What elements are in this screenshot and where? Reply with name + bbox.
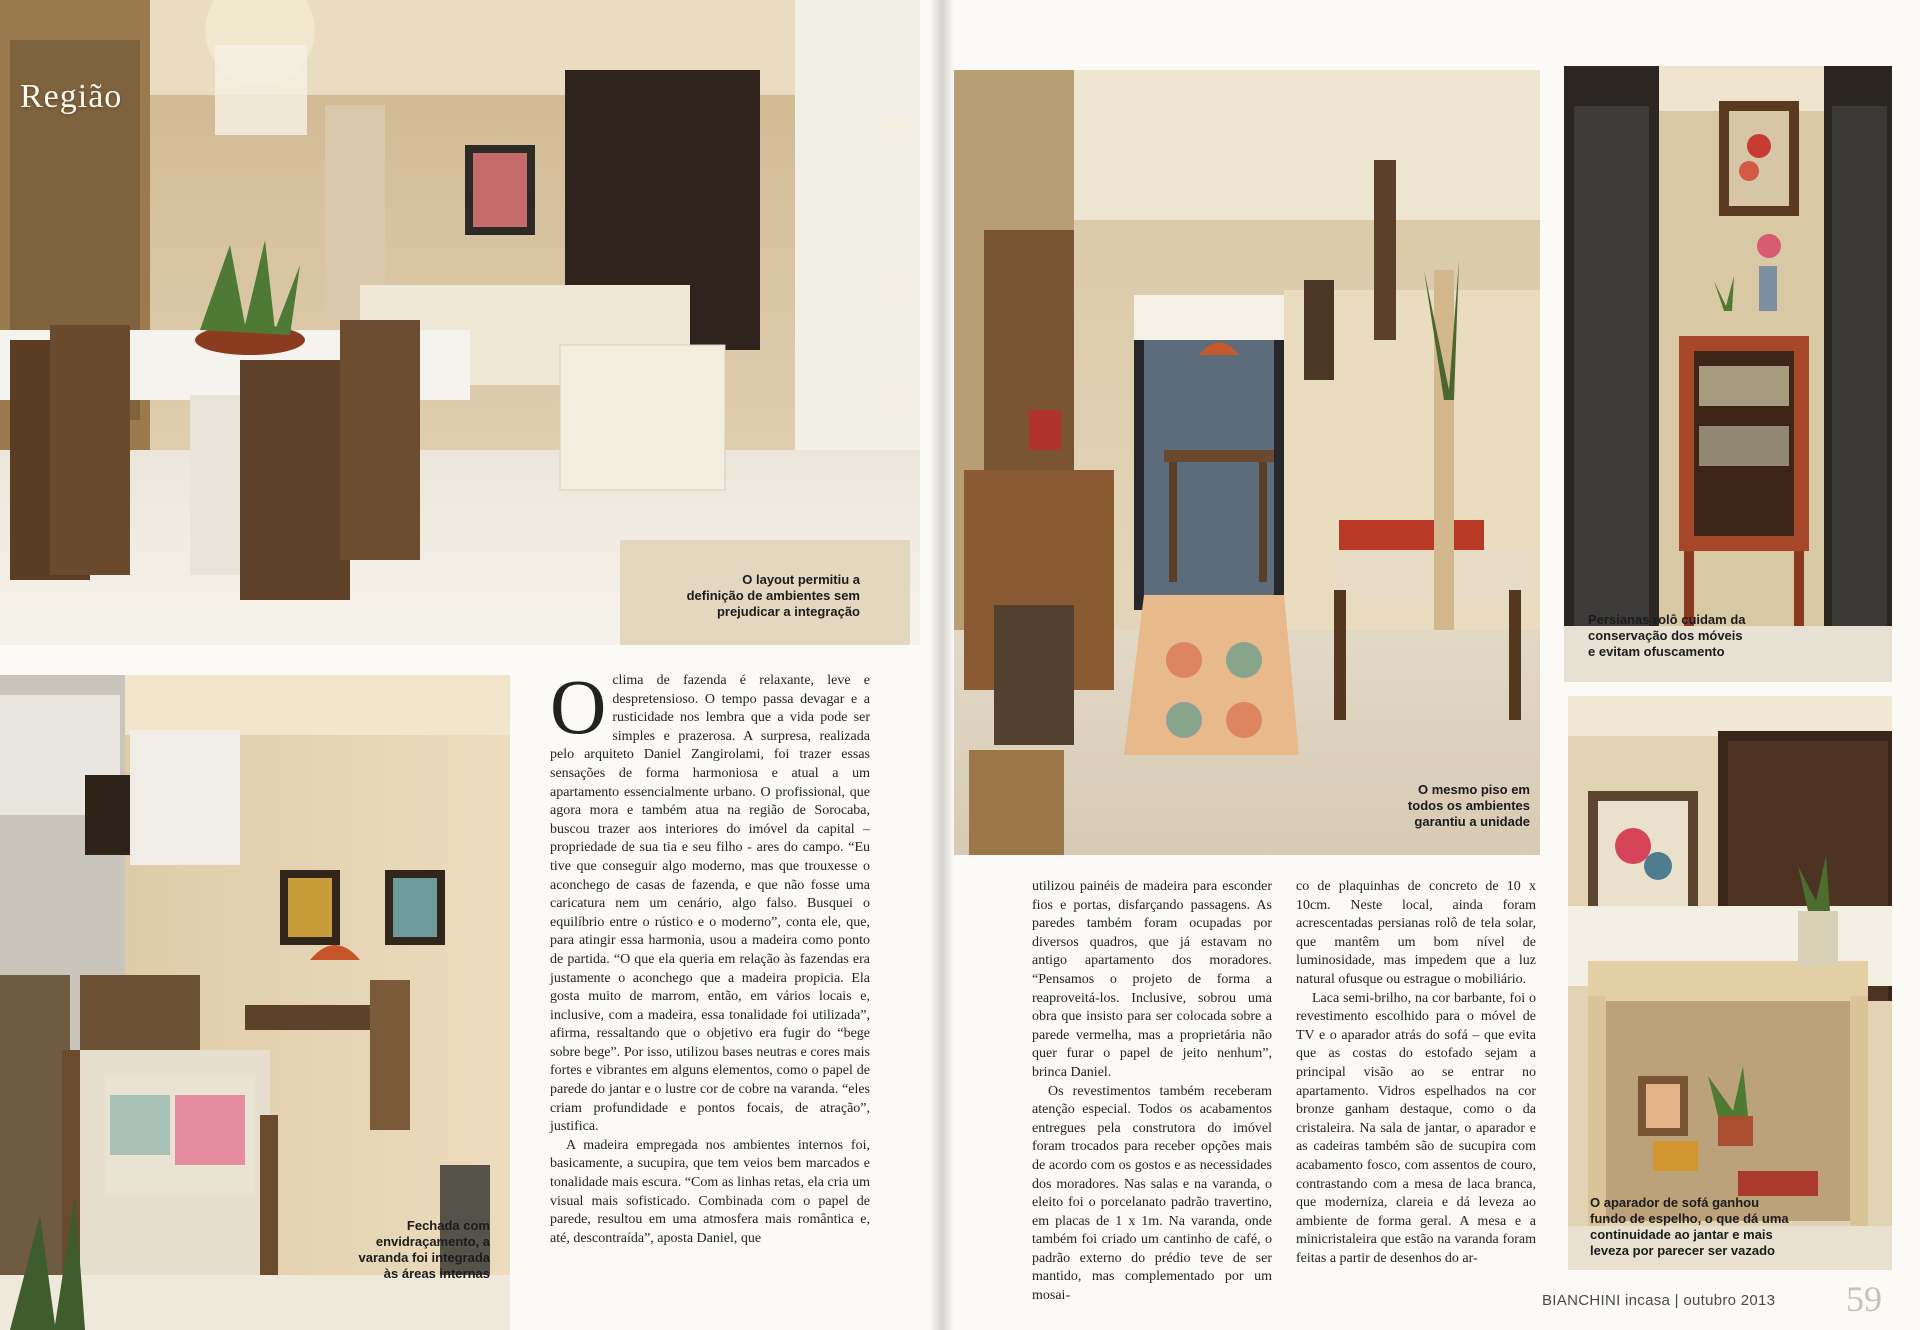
caption-line: às áreas internas xyxy=(383,1266,490,1281)
caption-line: leveza por parecer ser vazado xyxy=(1590,1243,1775,1258)
caption-line: Fechada com xyxy=(406,1218,490,1233)
article-paragraph: co de plaquinhas de concreto de 10 x 10cm. Neste local, ainda foram acrescentadas persianas rolô de tela solar, que mantêm um bom nível de luminosidade, mas impedem que a luz natural ofusque ou estrague o mobiliário. xyxy=(1296,879,1536,987)
footer-brand: BIANCHINI incasa xyxy=(1542,1292,1671,1309)
article-paragraph: Laca semi-brilho, na cor barbante, foi o revestimento escolhido para o móvel de TV e o aparador atrás do sofá – que evita que as costas do estofado sejam a principal visão ao se entrar no apartamento. Vidros espelhados na cor bronze ganham destaque, como o da cristaleira. Na sala de jantar, o aparador e as cadeiras também são de sucupira com acabamento fosco, com assentos de couro, contrastando com a mesa de laca branca, que moderniza, clareia e dá leveza ao ambiente de forma geral. A mesa e a minicristaleira que estão na varanda foram feitas a partir de desenhos do ar- xyxy=(1296,990,1536,1266)
article-paragraph: clima de fazenda é relaxante, leve e despretensioso. O tempo passa devagar e a rusticidade nos lembra que a vida pode ser simples e prazerosa. A surpresa, realizada pelo arquiteto Daniel Zangirolami, foi trazer essas sensações de forma harmoniosa e atual a um apartamento essencialmente urbano. O profissional, que agora mora e também atua na região de Sorocaba, buscou trazer aos interiores do imóvel da capital – propriedade de sua tia e seu filho - ares do campo. “Eu tive que conseguir algo moderno, mas que trouxesse o aconchego de casas de fazenda, e que não fosse uma caricatura nem um cenário, algo falso. Busquei o equilíbrio entre o rústico e o moderno”, conta ele, que, para atingir essa harmonia, usou a madeira como ponto de partida. “O que ela queria em relação às fazendas era justamente o aconchego que a madeira propicia. Ela gosta muito de marrom, então, em vários locais e, inclusive, com a madeira, essa tonalidade foi utilizada”, afirma, ressaltando que o objetivo era fugir do “bege sobre bege”. Por isso, utilizou bases neutras e cores mais fortes e vibrantes em alguns elementos, como o papel de parede do jantar e o lustre cor de cobre na varanda. “eles criam profundidade e pontos focais, de atração”, justifica. xyxy=(550,673,870,1135)
caption-line: prejudicar a integração xyxy=(716,604,860,619)
caption-line: e evitam ofuscamento xyxy=(1588,644,1725,659)
hallway-photo xyxy=(954,70,1540,855)
article-paragraph: utilizou painéis de madeira para esconder fios e portas, disfarçando passagens. As paredes também foram ocupadas por diversos quadros, que já estavam no antigo apartamento dos moradores. “Pensamos o projeto de forma a reaproveitá-los. Inclusive, sobrou uma obra que insisto para ser colocada sobre a parede vermelha, mas a proprietária não quer furar o papel de jeito nenhum”, brinca Daniel. xyxy=(1032,879,1272,1080)
article-column-3 xyxy=(1296,878,1536,1268)
section-tag: Região xyxy=(20,78,123,115)
footer-issue: outubro 2013 xyxy=(1683,1292,1776,1309)
caption-line: Persianas rolô cuidam da xyxy=(1588,612,1746,627)
sofa-table-photo xyxy=(1568,696,1892,1270)
article-column-2 xyxy=(1032,878,1272,1306)
caption-line: O layout permitiu a xyxy=(742,572,860,587)
cabinet-caption xyxy=(1588,612,1818,660)
balcony-caption xyxy=(300,1218,490,1282)
caption-line: conservação dos móveis xyxy=(1588,628,1743,643)
right-page xyxy=(940,0,1920,1330)
caption-line: O aparador de sofá ganhou xyxy=(1590,1195,1760,1210)
footer xyxy=(1542,1292,1775,1309)
caption-line: definição de ambientes sem xyxy=(686,588,860,603)
caption-line: fundo de espelho, o que dá uma xyxy=(1590,1211,1789,1226)
sofa-table-caption xyxy=(1590,1195,1880,1259)
hallway-caption xyxy=(1240,782,1530,830)
caption-line: envidraçamento, a xyxy=(375,1234,490,1249)
footer-separator: | xyxy=(1674,1292,1679,1309)
article-paragraph: A madeira empregada nos ambientes internos foi, basicamente, a sucupira, que tem veios bem marcados e tonalidade mais escura. “Com as linhas retas, ela cria um visual mais sofisticado. Combinada com o papel de parede, resultou em uma atmosfera mais romântica e, até, descontraída”, aposta Daniel, que xyxy=(550,1137,870,1246)
dropcap: O xyxy=(550,663,607,750)
dining-room-photo xyxy=(0,0,920,645)
dining-caption xyxy=(620,572,860,620)
page-number: 59 xyxy=(1846,1279,1882,1319)
caption-line: varanda foi integrada xyxy=(358,1250,490,1265)
caption-line: garantiu a unidade xyxy=(1414,814,1530,829)
left-page xyxy=(0,0,940,1330)
caption-line: O mesmo piso em xyxy=(1418,782,1530,797)
article-paragraph: Os revestimentos também receberam atenção especial. Todos os acabamentos entregues pela construtora do imóvel foram trocados para receber opções mais de acordo com os gostos e as necessidades dos moradores. Nas salas e na varanda, o eleito foi o porcelanato padrão travertino, em placas de 1 x 1m. Na varanda, onde também foi criado um cantinho de café, o padrão externo do prédio teve de ser mantido, mas complementado por um mosai- xyxy=(1032,1083,1272,1304)
page-gutter xyxy=(930,0,954,1330)
cabinet-photo xyxy=(1564,66,1892,682)
article-column-1 xyxy=(550,663,870,1248)
caption-line: todos os ambientes xyxy=(1407,798,1530,813)
caption-line: continuidade ao jantar e mais xyxy=(1590,1227,1773,1242)
